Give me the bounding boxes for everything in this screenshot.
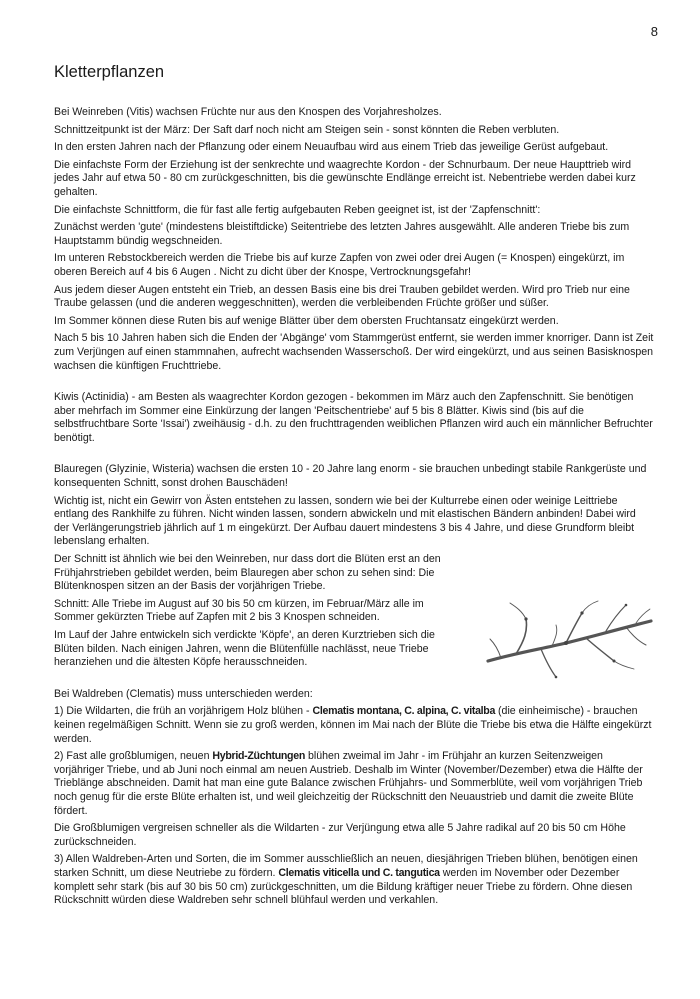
page-title: Kletterpflanzen bbox=[54, 63, 165, 81]
paragraph bbox=[54, 750, 654, 818]
text-run: 2) Fast alle großblumigen, neuen bbox=[54, 750, 213, 763]
paragraph: Im unteren Rebstockbereich werden die Triebe bis auf kurze Zapfen von zwei oder drei Augen (= Knospen) eingekürzt, im oberen Bereich auf 4 bis 6 Augen . Nicht zu dicht über der Knospe, Vertrocknungsgefahr! bbox=[54, 252, 625, 278]
paragraph: Schnittzeitpunkt ist der März: Der Saft darf noch nicht am Steigen sein - sonst könnten die Reben verbluten. bbox=[54, 123, 560, 136]
text-run: werden im November oder Dezember komplett sehr stark (bis auf 30 bis 50 cm) zurückgeschnitten, um die Bildung kräftiger neuer Triebe zu fördern. Ohne diesen Rückschnitt würden diese Waldreben sehr schnell blühfaul werden und verkahlen. bbox=[54, 866, 633, 907]
paragraph: Schnitt: Alle Triebe im August auf 30 bis 50 cm kürzen, im Februar/März alle im Sommer gekürzten Triebe auf Zapfen mit 2 bis 3 Knospen schneiden. bbox=[54, 597, 424, 624]
paragraph: Die einfachste Form der Erziehung ist der senkrechte und waagrechte Kordon - der Schnurbaum. Der neue Haupttrieb wird jedes Jahr auf etwa 50 - 80 cm zurückgeschnitten, bis die gewünschte Endlänge erreicht ist. Nebentriebe werden dabei kurz gehalten. bbox=[54, 158, 636, 198]
paragraph: Blauregen (Glyzinie, Wisteria) wachsen die ersten 10 - 20 Jahre lang enorm - sie brauchen unbedingt stabile Rankgerüste und konsequenten Schnitt, sonst drohen Bauschäden! bbox=[54, 463, 647, 490]
paragraph: Bei Waldreben (Clematis) muss unterschieden werden: bbox=[54, 687, 313, 700]
text-run: (die einheimische) - brauchen keinen regelmäßigen Schnitt. Wenn sie zu groß werden, können im Mai nach der Blüte die Triebe bis etwa die Hälfte eingekürzt werden. bbox=[54, 705, 652, 745]
page-content bbox=[54, 106, 654, 912]
text-run: 1) Die Wildarten, die früh an vorjährigem Holz blühen - bbox=[54, 705, 313, 718]
paragraph: Die Großblumigen vergreisen schneller als die Wildarten - zur Verjüngung etwa alle 5 Jahre radikal auf 20 bis 50 cm Höhe zurückschneiden. bbox=[54, 822, 626, 848]
section-kiwis bbox=[54, 391, 654, 445]
paragraph: Wichtig ist, nicht ein Gewirr von Ästen entstehen zu lassen, sondern wie bei der Kulturrebe einen oder weinige Leittriebe entlang des Rankhilfe zu führen. Nicht winden lassen, sondern abwickeln und mit elastischen Bändern anbinden! Dabei wird der Verlängerungstrieb jährlich auf 1 m eingekürzt. Der Aufbau dauert mindestens 3 bis 4 Jahre, und diese Grundform bleibt lebenslang erhalten. bbox=[54, 494, 636, 548]
paragraph: Zunächst werden 'gute' (mindestens bleistiftdicke) Seitentriebe des letzten Jahres ausgewählt. Alle anderen Triebe bis zum Hauptstamm bündig wegschneiden. bbox=[54, 221, 630, 247]
paragraph: Im Sommer können diese Ruten bis auf wenige Blätter über dem obersten Fruchtansatz eingekürzt werden. bbox=[54, 314, 559, 327]
paragraph bbox=[54, 853, 654, 907]
hybrid-label: Hybrid-Züchtungen bbox=[212, 750, 305, 763]
paragraph: Die einfachste Schnittform, die für fast alle fertig aufgebauten Reben geeignet ist, ist der 'Zapfenschnitt': bbox=[54, 203, 541, 216]
species-names: Clematis viticella und C. tangutica bbox=[278, 866, 440, 879]
species-names: Clematis montana, C. alpina, C. vitalba bbox=[312, 705, 496, 718]
paragraph bbox=[54, 705, 654, 746]
paragraph: Aus jedem dieser Augen entsteht ein Trieb, an dessen Basis eine bis drei Trauben gebildet werden. Wird pro Trieb nur eine Traube gelassen (und die anderen weggeschnitten), werden die verbleibenden Früchte größer und süßer. bbox=[54, 283, 630, 310]
paragraph: Nach 5 bis 10 Jahren haben sich die Enden der 'Abgänge' vom Stammgerüst entfernt, sie werden immer knorriger. Dann ist Zeit zum Verjüngen auf einen stammnahen, aufrecht wachsenden Wasserschoß. Der wird eingekürzt, und aus seinen Basisknospen wachsen die künftigen Fruchttriebe. bbox=[54, 332, 654, 372]
paragraph: Der Schnitt ist ähnlich wie bei den Weinreben, nur dass dort die Blüten erst an den Frühjahrstrieben gebildet werden, beim Blauregen aber schon zu sehen sind: Die Blütenknospen sitzen an der Basis der vorjährigen Triebe. bbox=[54, 553, 441, 593]
wisteria-branch-image bbox=[486, 591, 654, 683]
section-waldreben bbox=[54, 688, 654, 908]
paragraph: Kiwis (Actinidia) - am Besten als waagrechter Kordon gezogen - bekommen im März auch den Zapfenschnitt. Sie benötigen aber mehrfach im Sommer eine Einkürzung der langen 'Peitschentriebe' auf 5 bis 8 Blätter. Kiwis sind (bis auf die selbstfruchtbare Sorte 'Issai') zweihäusig - d.h. zu den fruchttragenden weiblichen Pflanzen wird auch ein männlicher Befruchter benötigt. bbox=[54, 391, 653, 444]
paragraph: In den ersten Jahren nach der Pflanzung oder einem Neuaufbau wird aus einem Trieb das jeweilige Gerüst aufgebaut. bbox=[54, 141, 609, 154]
text-run: blühen zweimal im Jahr - im Frühjahr an kurzen Seitenzweigen vorjähriger Triebe, und ab Juni noch einmal am neuen Austrieb. Deshalb im Winter (November/Dezember) etwa die Hälfte der Trieblänge abschneiden. Damit hat man eine gute Balance zwischen Frühjahrs- und Sommerblüte, weil vom vorjährigen Trieb noch genug für die erste Blüte erhalten ist, und weil gleichzeitig der Rückschnitt den Neuaustrieb und damit die zweite Blüte fördert. bbox=[54, 750, 643, 817]
section-weinreben bbox=[54, 106, 654, 373]
text-run: 3) Allen Waldreben-Arten und Sorten, die im Sommer ausschließlich an neuen, diesjährigen Trieben blühen, benötigen einen starken Schnitt, um diese Neutriebe zu fördern. bbox=[54, 853, 638, 879]
paragraph: Bei Weinreben (Vitis) wachsen Früchte nur aus den Knospen des Vorjahresholzes. bbox=[54, 106, 442, 118]
paragraph: Im Lauf der Jahre entwickeln sich verdickte 'Köpfe', an deren Kurztrieben sich die Blüten bilden. Nach einigen Jahren, wenn die Blütenfülle nachlässt, neue Triebe heranziehen und die ältesten Köpfe herausschneiden. bbox=[54, 629, 435, 669]
page-number: 8 bbox=[650, 24, 658, 39]
